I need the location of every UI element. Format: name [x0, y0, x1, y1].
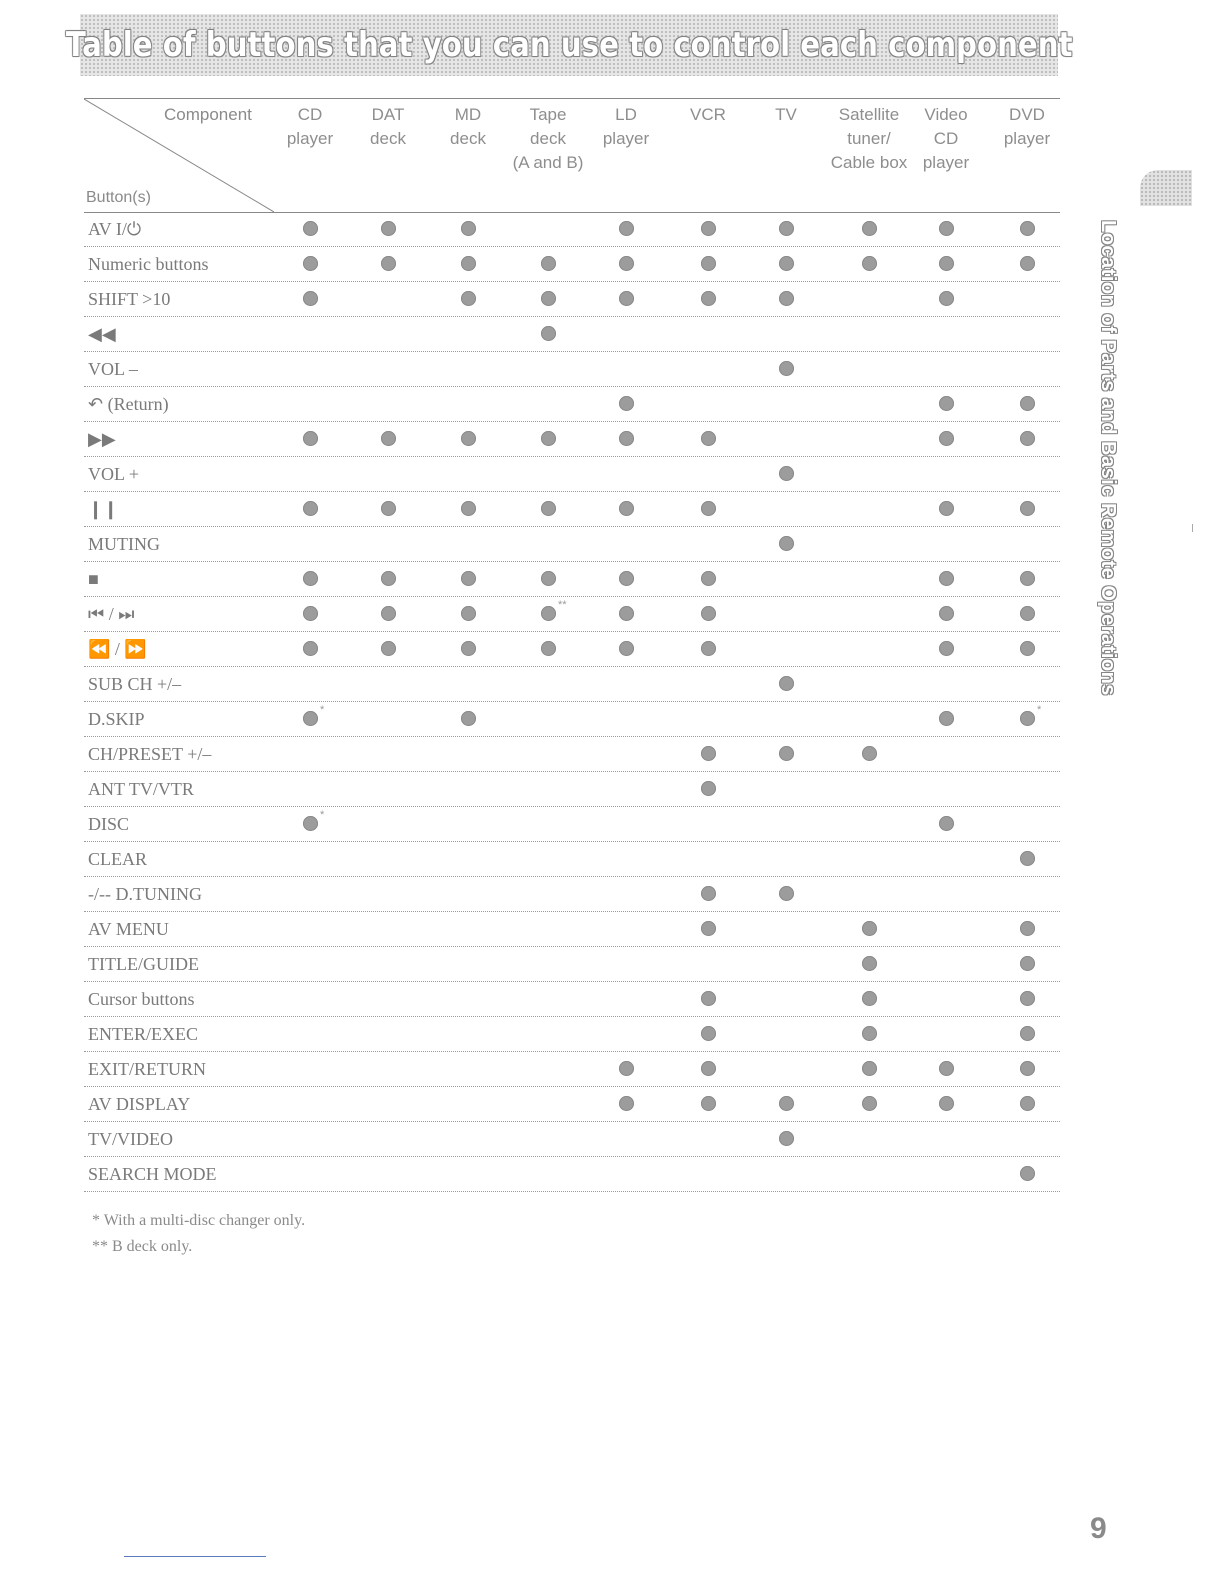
support-dot-md — [461, 256, 476, 271]
row-label: ❙❙ — [88, 499, 119, 519]
support-dot-dvd — [1020, 1026, 1035, 1041]
support-dot-vcr — [701, 1096, 716, 1111]
support-dot-cd — [303, 606, 318, 621]
support-dot-tv — [779, 256, 794, 271]
support-dot-tape — [541, 256, 556, 271]
support-dot-vcd — [939, 606, 954, 621]
table-row — [84, 737, 1060, 772]
support-dot-tape — [541, 431, 556, 446]
support-dot-ld — [619, 431, 634, 446]
row-label: SUB CH +/– — [88, 674, 182, 694]
support-dot-sat — [862, 256, 877, 271]
support-dot-vcr — [701, 781, 716, 796]
table-row — [84, 422, 1060, 457]
table-row — [84, 212, 1060, 247]
support-dot-sat — [862, 1026, 877, 1041]
support-dot-tv — [779, 361, 794, 376]
support-dot-dvd — [1020, 1096, 1035, 1111]
dot-footnote-mark: * — [1037, 704, 1042, 716]
table-row — [84, 667, 1060, 702]
column-header-tape: Tape deck (A and B) — [512, 105, 584, 172]
support-dot-ld — [619, 1061, 634, 1076]
column-header-sat: Satellite tuner/ Cable box — [830, 105, 908, 172]
support-dot-vcd — [939, 291, 954, 306]
footnotes — [92, 1208, 305, 1260]
support-dot-cd — [303, 816, 318, 831]
support-dot-dvd — [1020, 571, 1035, 586]
support-dot-dat — [381, 571, 396, 586]
table-row — [84, 527, 1060, 562]
support-dot-tv — [779, 676, 794, 691]
table-header — [84, 99, 1060, 213]
column-header-dat: DAT deck — [370, 105, 406, 148]
column-header-vcd: Video CD player — [922, 105, 970, 172]
support-dot-vcr — [701, 571, 716, 586]
support-dot-vcd — [939, 396, 954, 411]
table-row — [84, 702, 1060, 737]
support-dot-vcd — [939, 641, 954, 656]
table-row — [84, 352, 1060, 387]
support-dot-dat — [381, 431, 396, 446]
support-dot-ld — [619, 221, 634, 236]
dot-footnote-mark: ** — [558, 599, 567, 611]
support-dot-cd — [303, 501, 318, 516]
component-label: Component — [164, 105, 252, 124]
support-dot-sat — [862, 1061, 877, 1076]
row-label: ANT TV/VTR — [88, 779, 194, 799]
support-dot-vcr — [701, 921, 716, 936]
row-label: ↶ (Return) — [88, 394, 169, 414]
table-row — [84, 1052, 1060, 1087]
table-row — [84, 877, 1060, 912]
support-dot-tape — [541, 326, 556, 341]
buttons-label: Button(s) — [86, 189, 151, 206]
footnote-multi-disc: * With a multi-disc changer only. — [92, 1212, 306, 1229]
support-dot-dat — [381, 221, 396, 236]
support-dot-sat — [862, 991, 877, 1006]
table-row — [84, 807, 1060, 842]
support-dot-vcr — [701, 256, 716, 271]
row-label: VOL – — [88, 359, 138, 379]
support-dot-dvd — [1020, 1061, 1035, 1076]
support-dot-sat — [862, 746, 877, 761]
page-number: 9 — [1090, 1512, 1107, 1545]
support-dot-vcr — [701, 1026, 716, 1041]
row-label: MUTING — [88, 534, 160, 554]
support-dot-dvd — [1020, 711, 1035, 726]
table-row — [84, 457, 1060, 492]
support-dot-vcr — [701, 291, 716, 306]
row-label: SEARCH MODE — [88, 1164, 217, 1184]
table-row — [84, 282, 1060, 317]
section-tab — [1140, 170, 1192, 206]
support-dot-vcd — [939, 711, 954, 726]
support-dot-dvd — [1020, 921, 1035, 936]
support-dot-tv — [779, 746, 794, 761]
support-dot-ld — [619, 291, 634, 306]
support-dot-dat — [381, 606, 396, 621]
support-dot-cd — [303, 711, 318, 726]
column-header-tv: TV — [775, 105, 797, 124]
support-dot-ld — [619, 571, 634, 586]
support-dot-dvd — [1020, 641, 1035, 656]
support-dot-dat — [381, 641, 396, 656]
support-dot-dvd — [1020, 431, 1035, 446]
row-label: ENTER/EXEC — [88, 1024, 198, 1044]
support-dot-ld — [619, 606, 634, 621]
row-label: DISC — [88, 814, 130, 834]
support-dot-ld — [619, 1096, 634, 1111]
table-row — [84, 842, 1060, 877]
table-row — [84, 597, 1060, 632]
support-dot-dvd — [1020, 221, 1035, 236]
support-dot-md — [461, 501, 476, 516]
row-label: SHIFT >10 — [88, 289, 171, 309]
support-dot-dvd — [1020, 256, 1035, 271]
dot-footnote-mark: * — [320, 704, 325, 716]
table-row — [84, 1087, 1060, 1122]
support-dot-vcd — [939, 571, 954, 586]
button-table — [84, 212, 1060, 1192]
row-label: TV/VIDEO — [88, 1129, 173, 1149]
table-row — [84, 1122, 1060, 1157]
row-label: ▶▶ — [88, 429, 116, 449]
support-dot-vcd — [939, 1096, 954, 1111]
row-label: AV MENU — [88, 919, 169, 939]
support-dot-dvd — [1020, 956, 1035, 971]
support-dot-tv — [779, 291, 794, 306]
table-row — [84, 982, 1060, 1017]
table-row — [84, 772, 1060, 807]
footnote-b-deck: ** B deck only. — [92, 1238, 193, 1255]
support-dot-vcr — [701, 991, 716, 1006]
row-label: CLEAR — [88, 849, 148, 869]
row-label: ◀◀ — [88, 324, 116, 344]
support-dot-cd — [303, 571, 318, 586]
table-row — [84, 387, 1060, 422]
table-row — [84, 247, 1060, 282]
support-dot-dat — [381, 256, 396, 271]
support-dot-cd — [303, 641, 318, 656]
support-dot-tv — [779, 1131, 794, 1146]
support-dot-tv — [779, 221, 794, 236]
margin-mark — [1192, 524, 1193, 532]
support-dot-cd — [303, 291, 318, 306]
support-dot-cd — [303, 221, 318, 236]
row-label: D.SKIP — [88, 709, 145, 729]
support-dot-tape — [541, 641, 556, 656]
table-row — [84, 947, 1060, 982]
support-dot-ld — [619, 501, 634, 516]
row-label: VOL + — [88, 464, 139, 484]
support-dot-vcr — [701, 746, 716, 761]
support-dot-vcr — [701, 501, 716, 516]
support-dot-tape — [541, 291, 556, 306]
support-dot-sat — [862, 1096, 877, 1111]
title-banner — [65, 14, 1073, 76]
row-label: ⏮ / ⏭ — [88, 604, 135, 624]
support-dot-md — [461, 291, 476, 306]
table-row — [84, 1157, 1060, 1192]
support-dot-tv — [779, 1096, 794, 1111]
table-row — [84, 912, 1060, 947]
row-label: Numeric buttons — [88, 254, 209, 274]
column-header-cd: CD player — [286, 105, 334, 148]
table-row — [84, 492, 1060, 527]
column-header-dvd: DVD player — [1003, 105, 1051, 148]
support-dot-sat — [862, 921, 877, 936]
support-dot-md — [461, 571, 476, 586]
support-dot-vcr — [701, 221, 716, 236]
table-row — [84, 1017, 1060, 1052]
page-title: Table of buttons that you can use to control each component — [65, 25, 1073, 65]
support-dot-dvd — [1020, 991, 1035, 1006]
support-dot-md — [461, 641, 476, 656]
support-dot-vcd — [939, 431, 954, 446]
bottom-rule — [124, 1556, 266, 1557]
support-dot-vcr — [701, 606, 716, 621]
dot-footnote-mark: * — [320, 809, 325, 821]
support-dot-tv — [779, 886, 794, 901]
support-dot-tv — [779, 536, 794, 551]
row-label: TITLE/GUIDE — [88, 954, 199, 974]
support-dot-tape — [541, 501, 556, 516]
row-label: AV I/⏻ — [88, 219, 142, 239]
section-tab-label: Location of Parts and Basic Remote Operations — [1097, 220, 1119, 696]
support-dot-dvd — [1020, 1166, 1035, 1181]
support-dot-tv — [779, 466, 794, 481]
row-label: ⏪ / ⏩ — [88, 639, 147, 659]
support-dot-vcd — [939, 501, 954, 516]
row-label: Cursor buttons — [88, 989, 195, 1009]
row-label: AV DISPLAY — [88, 1094, 191, 1114]
support-dot-ld — [619, 256, 634, 271]
support-dot-dvd — [1020, 606, 1035, 621]
support-dot-cd — [303, 256, 318, 271]
support-dot-md — [461, 711, 476, 726]
table-row — [84, 632, 1060, 667]
support-dot-vcd — [939, 1061, 954, 1076]
support-dot-vcd — [939, 816, 954, 831]
support-dot-ld — [619, 396, 634, 411]
support-dot-md — [461, 221, 476, 236]
column-header-ld: LD player — [602, 105, 650, 148]
support-dot-dat — [381, 501, 396, 516]
support-dot-md — [461, 431, 476, 446]
row-label: ■ — [88, 569, 99, 589]
support-dot-tape — [541, 606, 556, 621]
support-dot-vcd — [939, 221, 954, 236]
row-label: EXIT/RETURN — [88, 1059, 206, 1079]
support-dot-vcd — [939, 256, 954, 271]
support-dot-dvd — [1020, 501, 1035, 516]
column-header-md: MD deck — [450, 105, 486, 148]
support-dot-ld — [619, 641, 634, 656]
support-dot-vcr — [701, 886, 716, 901]
support-dot-md — [461, 606, 476, 621]
support-dot-vcr — [701, 431, 716, 446]
support-dot-dvd — [1020, 851, 1035, 866]
support-dot-cd — [303, 431, 318, 446]
table-row — [84, 317, 1060, 352]
row-label: -/-- D.TUNING — [88, 884, 202, 904]
row-label: CH/PRESET +/– — [88, 744, 212, 764]
column-header-vcr: VCR — [690, 105, 726, 124]
support-dot-tape — [541, 571, 556, 586]
table-row — [84, 562, 1060, 597]
support-dot-vcr — [701, 1061, 716, 1076]
support-dot-vcr — [701, 641, 716, 656]
support-dot-sat — [862, 221, 877, 236]
support-dot-dvd — [1020, 396, 1035, 411]
support-dot-sat — [862, 956, 877, 971]
